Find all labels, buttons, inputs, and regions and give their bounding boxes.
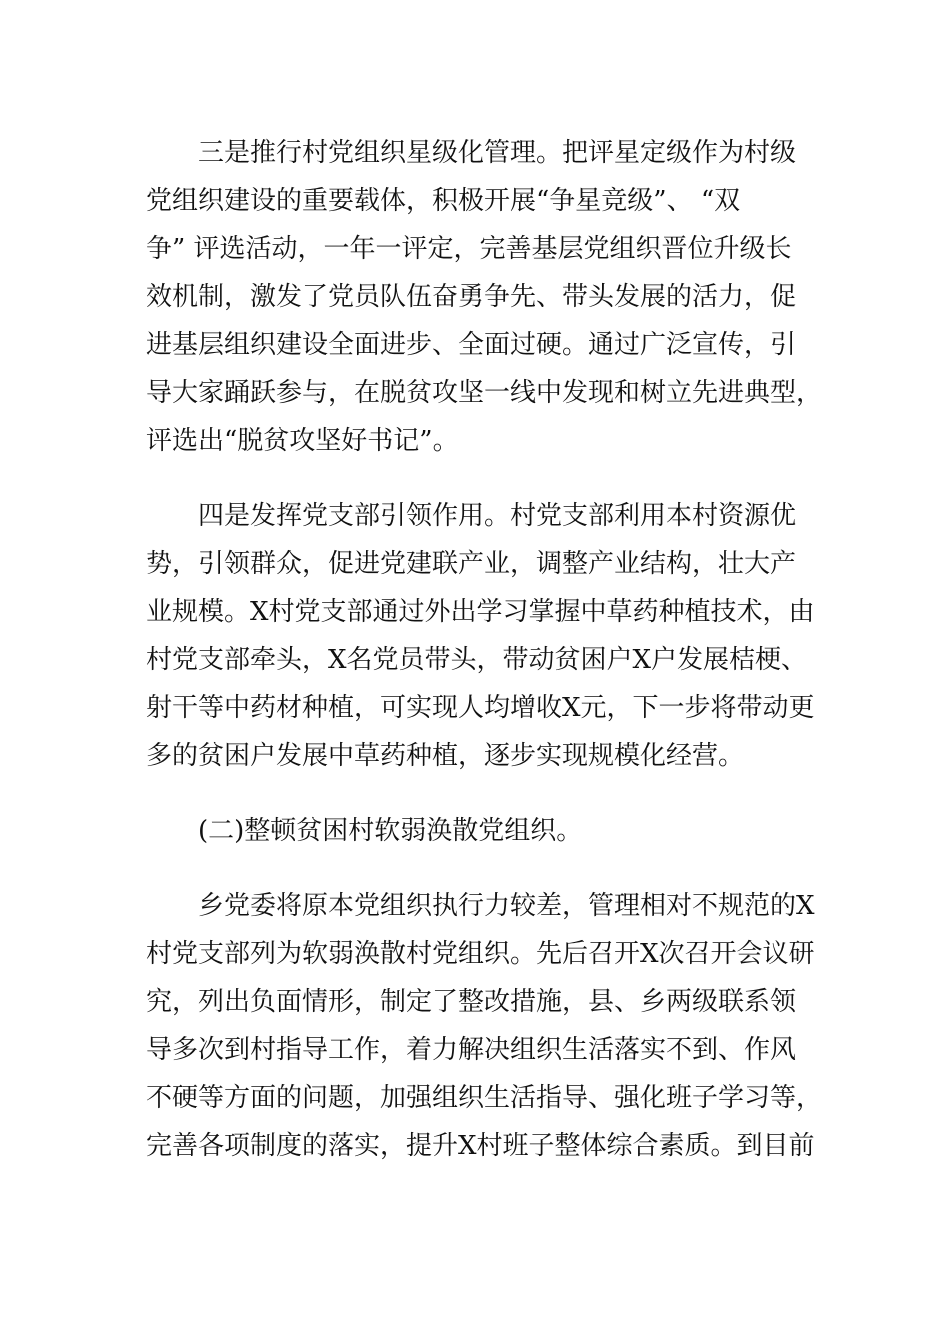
text-line: 进基层组织建设全面进步、全面过硬。通过广泛宣传，引: [146, 330, 797, 360]
text-line: 党组织建设的重要载体，积极开展“争星竞级”、 “双: [146, 186, 741, 216]
document-body: [146, 129, 823, 1197]
text-line: 射干等中药材种植，可实现人均增收X元，下一步将带动更: [146, 693, 815, 723]
text-line: 究，列出负面情形，制定了整改措施，县、乡两级联系领: [146, 987, 797, 1017]
paragraph-star-rating: [146, 129, 823, 465]
text-line: 三是推行村党组织星级化管理。把评星定级作为村级: [198, 138, 797, 168]
text-line: 业规模。X村党支部通过外出学习掌握中草药种植技术，由: [146, 597, 815, 627]
text-line: 争” 评选活动，一年一评定，完善基层党组织晋位升级长: [146, 234, 792, 264]
text-line: 村党支部列为软弱涣散村党组织。先后召开X次召开会议研: [146, 939, 815, 969]
paragraph-branch-leading: [146, 492, 815, 780]
text-line: 导多次到村指导工作，着力解决组织生活落实不到、作风: [146, 1035, 797, 1065]
text-line: 导大家踊跃参与，在脱贫攻坚一线中发现和树立先进典型，: [146, 378, 823, 408]
text-line: 不硬等方面的问题，加强组织生活指导、强化班子学习等，: [146, 1083, 823, 1113]
text-line: 多的贫困户发展中草药种植，逐步实现规模化经营。: [146, 741, 745, 771]
text-line: 村党支部牵头，X名党员带头，带动贫困户X户发展桔梗、: [146, 645, 808, 675]
text-line: 势，引领群众，促进党建联产业，调整产业结构，壮大产: [146, 549, 797, 579]
text-line: 效机制，激发了党员队伍奋勇争先、带头发展的活力，促: [146, 282, 797, 312]
paragraph-rectification: [146, 882, 823, 1170]
text-line: 完善各项制度的落实，提升X村班子整体综合素质。到目前: [146, 1131, 815, 1161]
text-line: 四是发挥党支部引领作用。村党支部利用本村资源优: [198, 501, 797, 531]
section-heading: (二)整顿贫困村软弱涣散党组织。: [198, 816, 583, 846]
text-line: 乡党委将原本党组织执行力较差，管理相对不规范的X: [198, 891, 815, 921]
text-line: 评选出“脱贫攻坚好书记”。: [146, 426, 459, 456]
